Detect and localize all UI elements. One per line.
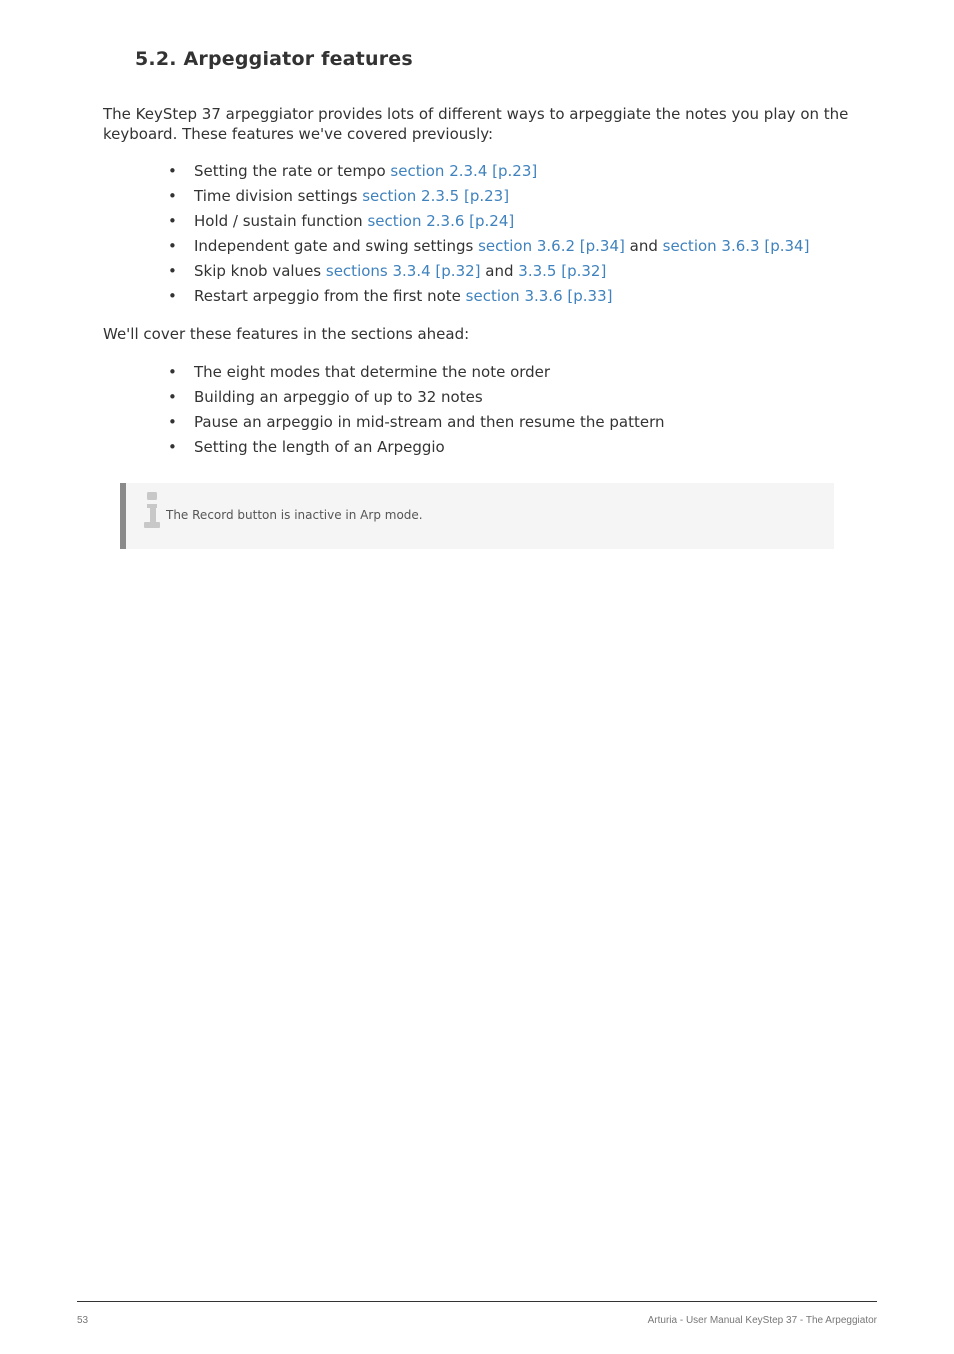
bullet: • xyxy=(168,162,177,180)
list-item xyxy=(168,159,809,184)
bullet: • xyxy=(168,363,177,381)
bullet: • xyxy=(168,287,177,305)
covered-features-list xyxy=(168,159,809,309)
list-item-text: The eight modes that determine the note order xyxy=(194,363,551,381)
list-item-text: Time division settings xyxy=(194,187,363,205)
footer-title: Arturia - User Manual KeyStep 37 - The Arpeggiator xyxy=(647,1315,877,1326)
bullet: • xyxy=(168,187,177,205)
section-heading: 5.2. Arpeggiator features xyxy=(135,48,413,70)
list-item-text: Restart arpeggio from the first note xyxy=(194,287,466,305)
list-item-conjunction: and xyxy=(480,262,519,280)
list-item-text: Setting the rate or tempo xyxy=(194,162,391,180)
bullet: • xyxy=(168,262,177,280)
list-item xyxy=(168,259,809,284)
list-item xyxy=(168,385,664,410)
bullet: • xyxy=(168,212,177,230)
list-item-text: Pause an arpeggio in mid-stream and then resume the pattern xyxy=(194,413,665,431)
info-icon xyxy=(143,492,161,530)
section-link[interactable]: section 3.6.3 [p.34] xyxy=(662,237,810,255)
list-item xyxy=(168,410,664,435)
section-link[interactable]: section 2.3.6 [p.24] xyxy=(367,212,515,230)
section-link[interactable]: section 2.3.4 [p.23] xyxy=(390,162,538,180)
list-item xyxy=(168,284,809,309)
list-item xyxy=(168,360,664,385)
info-note xyxy=(120,483,834,549)
section-link[interactable]: section 3.6.2 [p.34] xyxy=(478,237,625,255)
bullet: • xyxy=(168,237,177,255)
section-link[interactable]: sections 3.3.4 [p.32] xyxy=(325,262,481,280)
section-link[interactable]: section 2.3.5 [p.23] xyxy=(362,187,510,205)
bullet: • xyxy=(168,413,177,431)
footer-divider xyxy=(77,1301,877,1302)
section-link[interactable]: 3.3.5 [p.32] xyxy=(518,262,607,280)
list-item xyxy=(168,209,809,234)
list-item-conjunction: and xyxy=(624,237,663,255)
page-number: 53 xyxy=(77,1315,89,1326)
list-item xyxy=(168,234,809,259)
list-item xyxy=(168,184,809,209)
list-item-text: Independent gate and swing settings xyxy=(194,237,479,255)
ahead-paragraph: We'll cover these features in the sections ahead: xyxy=(103,325,470,343)
bullet: • xyxy=(168,438,177,456)
list-item-text: Skip knob values xyxy=(194,262,326,280)
list-item-text: Hold / sustain function xyxy=(194,212,368,230)
note-text: The Record button is inactive in Arp mode. xyxy=(166,508,423,522)
bullet: • xyxy=(168,388,177,406)
list-item-text: Building an arpeggio of up to 32 notes xyxy=(194,388,483,406)
list-item xyxy=(168,435,664,460)
intro-paragraph: The KeyStep 37 arpeggiator provides lots of different ways to arpeggiate the notes you play on the keyboard. These features we've covered previously: xyxy=(103,105,849,143)
list-item-text: Setting the length of an Arpeggio xyxy=(194,438,445,456)
upcoming-features-list xyxy=(168,360,664,460)
section-link[interactable]: section 3.3.6 [p.33] xyxy=(465,287,613,305)
